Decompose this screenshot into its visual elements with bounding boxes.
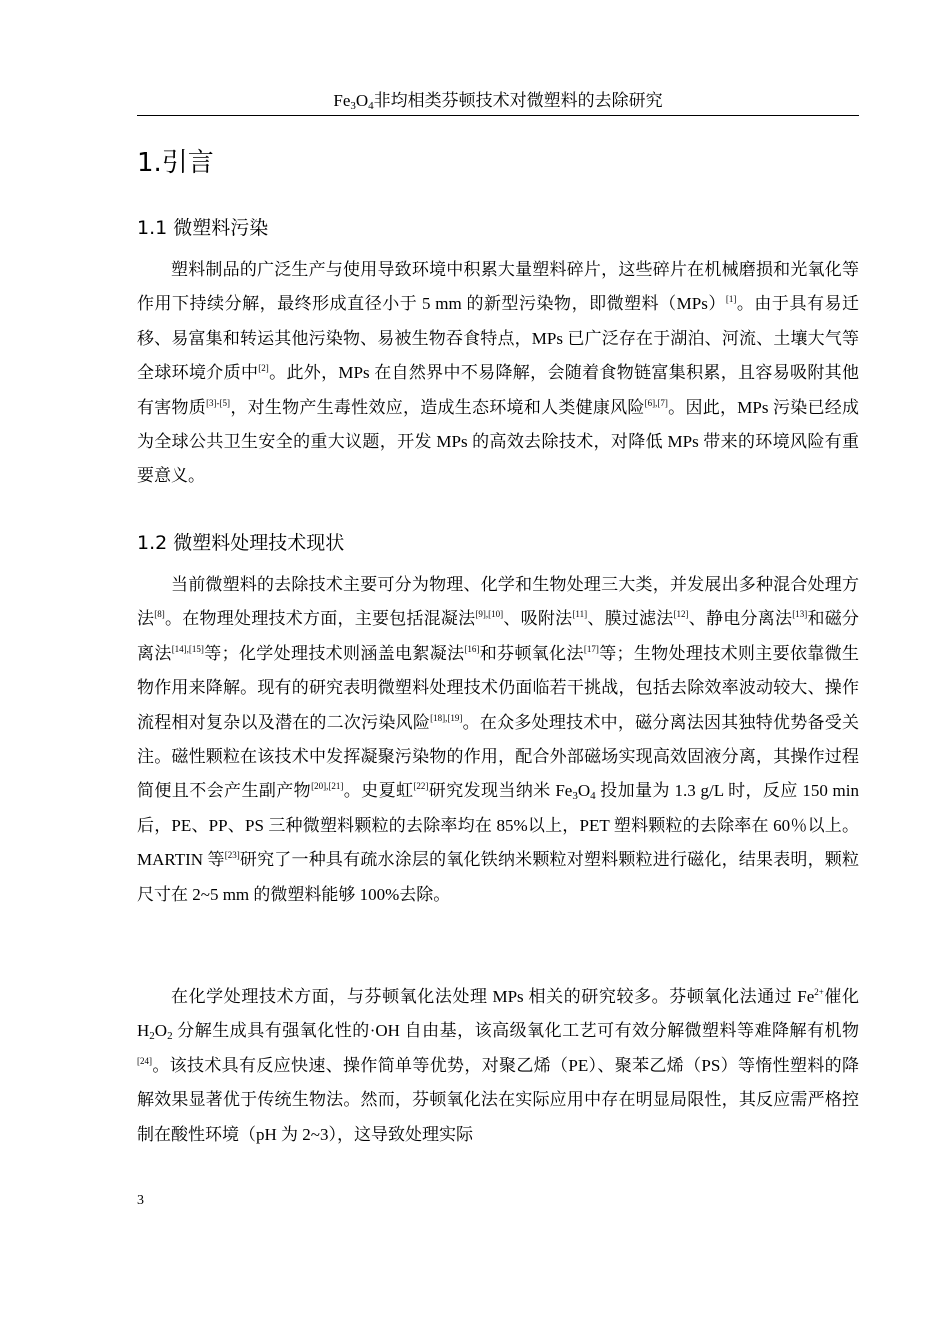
citation: [18],[19] xyxy=(430,712,463,723)
section-heading-1-2: 1.2 微塑料处理技术现状 xyxy=(137,532,345,554)
text-run: ，对生物产生毒性效应，造成生态环境和人类健康风险 xyxy=(230,397,645,417)
citation: [17] xyxy=(583,643,599,654)
text-run: 和芬顿氧化法 xyxy=(479,643,584,663)
text-run: 分解生成具有强氧化性的·OH 自由基，该高级氧化工艺可有效分解微塑料等难降解有机物 xyxy=(172,1021,859,1041)
text-run: 和磁分离法 xyxy=(137,609,860,663)
citation: [8] xyxy=(154,609,165,620)
chapter-heading: 1.引言 xyxy=(137,148,214,178)
charge-superscript: 2+ xyxy=(814,987,824,997)
text-run: 当前微塑料的去除技术主要可分为物理、化学和生物处理三大类，并发展出多种混合处理方法 xyxy=(137,575,859,629)
header-subscript: 4 xyxy=(368,100,374,112)
citation: [6],[7] xyxy=(644,397,668,408)
citation: [3]-[5] xyxy=(206,397,231,408)
citation: [9],[10] xyxy=(475,609,504,620)
text-run: 。在物理处理技术方面，主要包括混凝法 xyxy=(164,609,476,629)
text-run: 。因此，MPs 污染已经成为全球公共卫生安全的重大议题，开发 MPs 的高效去除技术，对降低 MPs 带来的环境风险有重要意义。 xyxy=(137,397,860,486)
text-run: 催化 H xyxy=(137,987,860,1041)
header-divider xyxy=(137,115,859,116)
chemical-subscript: 2 xyxy=(149,1030,155,1043)
chemical-subscript: 4 xyxy=(590,790,596,803)
citation: [11] xyxy=(572,609,588,620)
citation: [12] xyxy=(673,609,689,620)
text-run: 在化学处理技术方面，与芬顿氧化法处理 MPs 相关的研究较多。芬顿氧化法通过 Fe xyxy=(171,987,815,1006)
text-run: 研究了一种具有疏水涂层的氧化铁纳米颗粒对塑料颗粒进行磁化，结果表明，颗粒尺寸在 2~5 mm 的微塑料能够 100%去除。 xyxy=(137,850,859,904)
paragraph-microplastic-pollution xyxy=(137,253,859,494)
text-run: 等；生物处理技术则主要依靠微生物作用来降解。现有的研究表明微塑料处理技术仍面临若干挑战，包括去除效率波动较大、操作流程相对复杂以及潜在的二次污染风险 xyxy=(137,643,859,732)
header-title-text: 非均相类芬顿技术对微塑料的去除研究 xyxy=(373,91,663,110)
text-run: O xyxy=(577,781,591,801)
citation: [24] xyxy=(137,1055,152,1066)
citation: [14],[15] xyxy=(171,643,204,654)
chemical-subscript: 2 xyxy=(167,1030,173,1043)
text-run: O xyxy=(154,1021,168,1041)
header-text: Fe xyxy=(333,91,351,110)
citation: [13] xyxy=(792,609,808,620)
header-text: O xyxy=(355,91,369,110)
running-header xyxy=(137,90,859,112)
paragraph-treatment-technologies xyxy=(137,568,859,912)
text-run: 塑料制品的广泛生产与使用导致环境中积累大量塑料碎片，这些碎片在机械磨损和光氧化等作用下持续分解，最终形成直径小于 5 mm 的新型污染物，即微塑料（MPs） xyxy=(137,260,859,314)
page-number: 3 xyxy=(137,1193,144,1208)
text-run: 。在众多处理技术中，磁分离法因其独特优势备受关注。磁性颗粒在该技术中发挥凝聚污染物的作用，配合外部磁场实现高效固液分离，其操作过程简便且不会产生副产物 xyxy=(137,712,860,801)
text-run: 、膜过滤法 xyxy=(587,609,674,629)
header-subscript: 3 xyxy=(350,100,356,112)
citation: [22] xyxy=(413,781,429,792)
text-run: 、吸附法 xyxy=(503,609,573,629)
text-run: 研究发现当纳米 Fe xyxy=(428,781,573,801)
text-run: 。该技术具有反应快速、操作简单等优势，对聚乙烯（PE）、聚苯乙烯（PS）等惰性塑料的降解效果显著优于传统生物法。然而，芬顿氧化法在实际应用中存在明显局限性，其反应需严格控制在酸性环境（pH 为 2~3），这导致处理实际 xyxy=(137,1055,859,1144)
text-run: 、静电分离法 xyxy=(688,609,793,629)
citation: [20],[21] xyxy=(311,781,344,792)
citation: [16] xyxy=(464,643,480,654)
chemical-subscript: 3 xyxy=(572,790,578,803)
text-run: 投加量为 1.3 g/L 时，反应 150 min 后，PE、PP、PS 三种微塑料颗粒的去除率均在 85%以上，PET 塑料颗粒的去除率在 60％以上。MARTIN 等 xyxy=(137,781,860,870)
text-run: 。由于具有易迁移、易富集和转运其他污染物、易被生物吞食特点，MPs 已广泛存在于湖泊、河流、土壤大气等全球环境介质中 xyxy=(137,294,859,383)
section-heading-1-1: 1.1 微塑料污染 xyxy=(137,217,269,239)
citation: [2] xyxy=(258,363,269,374)
text-run: 。此外，MPs 在自然界中不易降解，会随着食物链富集积累，且容易吸附其他有害物质 xyxy=(137,363,860,417)
citation: [1] xyxy=(725,294,737,305)
paragraph-fenton-oxidation xyxy=(137,980,859,1152)
citation: [23] xyxy=(224,850,240,861)
text-run: 。史夏虹 xyxy=(343,781,414,801)
text-run: 等；化学处理技术则涵盖电絮凝法 xyxy=(203,643,465,663)
